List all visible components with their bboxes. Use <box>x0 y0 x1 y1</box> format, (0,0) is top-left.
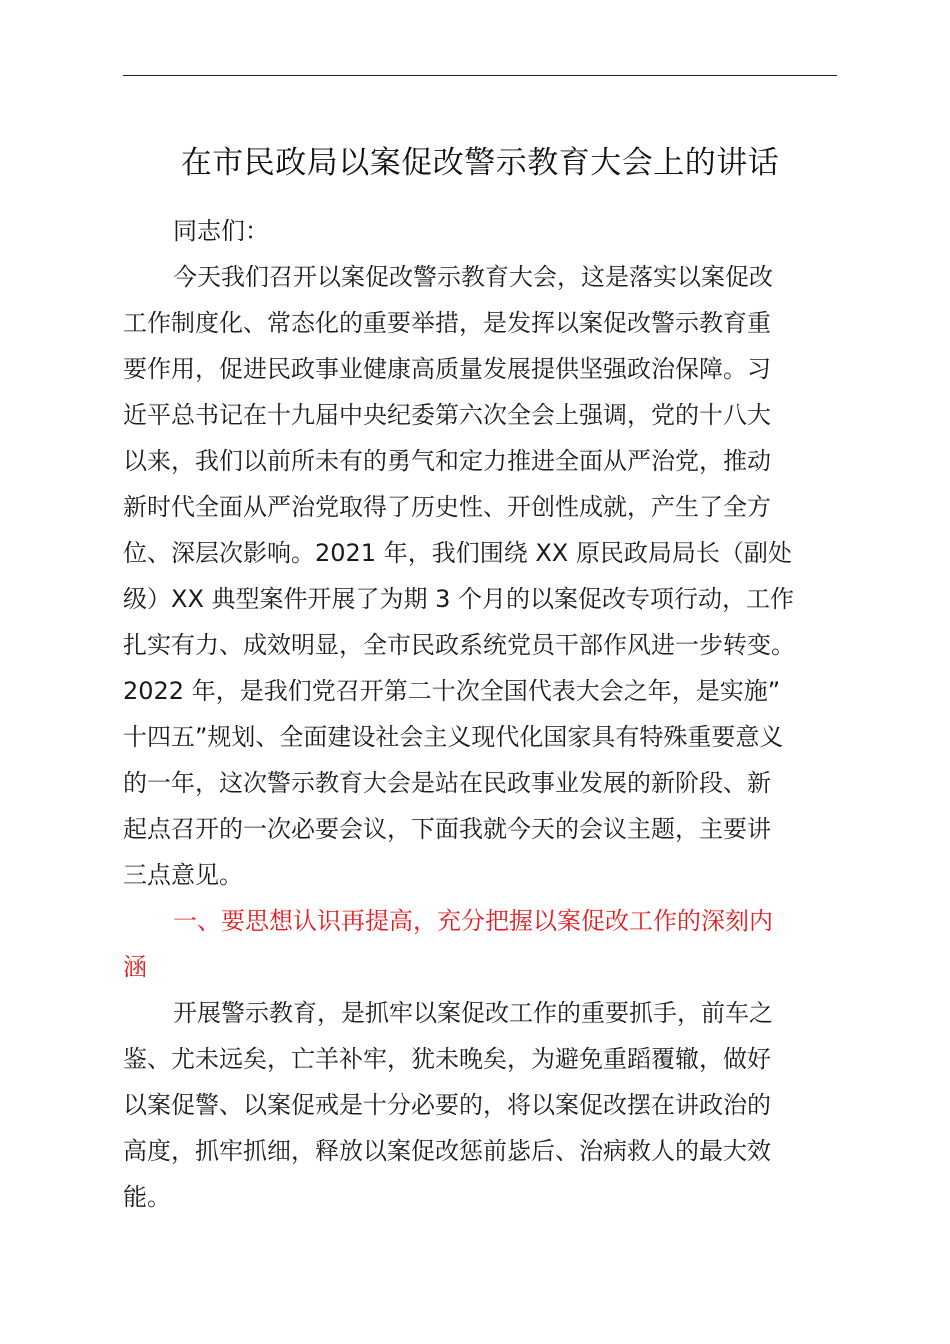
paragraph-line: 位、深层次影响。2021 年，我们围绕 XX 原民政局局长（副处 <box>123 539 792 567</box>
greeting-line: 同志们： <box>173 217 269 245</box>
document-body <box>123 208 837 1220</box>
paragraph-2 <box>123 990 837 1220</box>
heading-line: 涵 <box>123 953 147 981</box>
paragraph-line: 今天我们召开以案促改警示教育大会，这是落实以案促改 <box>173 263 773 291</box>
paragraph-line: 起点召开的一次必要会议，下面我就今天的会议主题，主要讲 <box>123 815 771 843</box>
paragraph-line: 要作用，促进民政事业健康高质量发展提供坚强政治保障。习 <box>123 355 771 383</box>
section-heading-1 <box>123 898 837 990</box>
paragraph-line: 十四五”规划、全面建设社会主义现代化国家具有特殊重要意义 <box>123 723 784 751</box>
paragraph-line: 新时代全面从严治党取得了历史性、开创性成就，产生了全方 <box>123 493 771 521</box>
paragraph-line: 能。 <box>123 1183 171 1211</box>
paragraph-line: 开展警示教育，是抓牢以案促改工作的重要抓手，前车之 <box>173 999 773 1027</box>
paragraph-line: 鉴、尤未远矣，亡羊补牢，犹未晚矣，为避免重蹈覆辙，做好 <box>123 1045 771 1073</box>
paragraph-line: 的一年，这次警示教育大会是站在民政事业发展的新阶段、新 <box>123 769 771 797</box>
paragraph-line: 近平总书记在十九届中央纪委第六次全会上强调，党的十八大 <box>123 401 771 429</box>
heading-line: 一、要思想认识再提高，充分把握以案促改工作的深刻内 <box>173 907 773 935</box>
document-title: 在市民政局以案促改警示教育大会上的讲话 <box>180 145 780 181</box>
paragraph-line: 级）XX 典型案件开展了为期 3 个月的以案促改专项行动，工作 <box>123 585 795 613</box>
paragraph-line: 三点意见。 <box>123 861 243 889</box>
paragraph-line: 以案促警、以案促戒是十分必要的，将以案促改摆在讲政治的 <box>123 1091 771 1119</box>
paragraph-line: 工作制度化、常态化的重要举措，是发挥以案促改警示教育重 <box>123 309 771 337</box>
paragraph-1 <box>123 254 837 898</box>
paragraph-line: 扎实有力、成效明显，全市民政系统党员干部作风进一步转变。 <box>123 631 795 659</box>
paragraph-line: 2022 年，是我们党召开第二十次全国代表大会之年，是实施” <box>123 677 781 705</box>
header-rule <box>123 75 837 76</box>
paragraph-line: 以来，我们以前所未有的勇气和定力推进全面从严治党，推动 <box>123 447 771 475</box>
paragraph-line: 高度，抓牢抓细，释放以案促改惩前毖后、治病救人的最大效 <box>123 1137 771 1165</box>
